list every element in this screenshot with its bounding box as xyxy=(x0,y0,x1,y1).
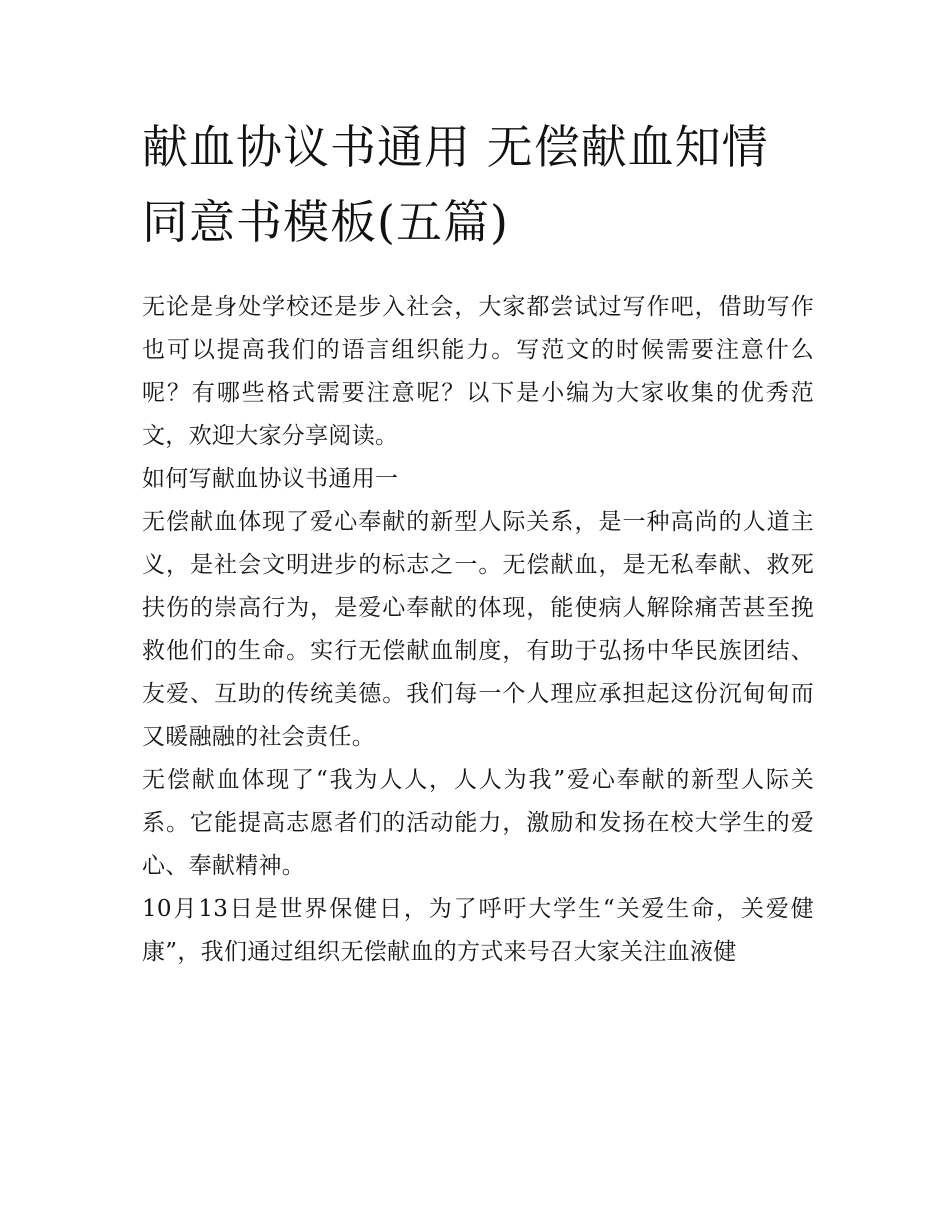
body-paragraph: 无偿献血体现了爱心奉献的新型人际关系，是一种高尚的人道主义，是社会文明进步的标志之一。无偿献血，是无私奉献、救死扶伤的崇高行为，是爱心奉献的体现，能使病人解除痛苦甚至挽救他们的生命。实行无偿献血制度，有助于弘扬中华民族团结、友爱、互助的传统美德。我们每一个人理应承担起这份沉甸甸而又暖融融的社会责任。 xyxy=(142,509,814,750)
document-title: 献血协议书通用 无偿献血知情同意书模板(五篇) xyxy=(142,120,769,249)
intro-paragraph: 无论是身处学校还是步入社会，大家都尝试过写作吧，借助写作也可以提高我们的语言组织能力。写范文的时候需要注意什么呢？有哪些格式需要注意呢？以下是小编为大家收集的优秀范文，欢迎大家分享阅读。 xyxy=(142,294,814,449)
body-paragraph: 无偿献血体现了“我为人人，人人为我”爱心奉献的新型人际关系。它能提高志愿者们的活动能力，激励和发扬在校大学生的爱心、奉献精神。 xyxy=(142,767,814,879)
body-paragraph: 10月13日是世界保健日，为了呼吁大学生“关爱生命，关爱健康”，我们通过组织无偿献血的方式来号召大家关注血液健 xyxy=(142,896,814,965)
section-heading: 如何写献血协议书通用一 xyxy=(142,466,399,492)
document-body xyxy=(142,286,814,974)
document-content xyxy=(142,110,814,974)
